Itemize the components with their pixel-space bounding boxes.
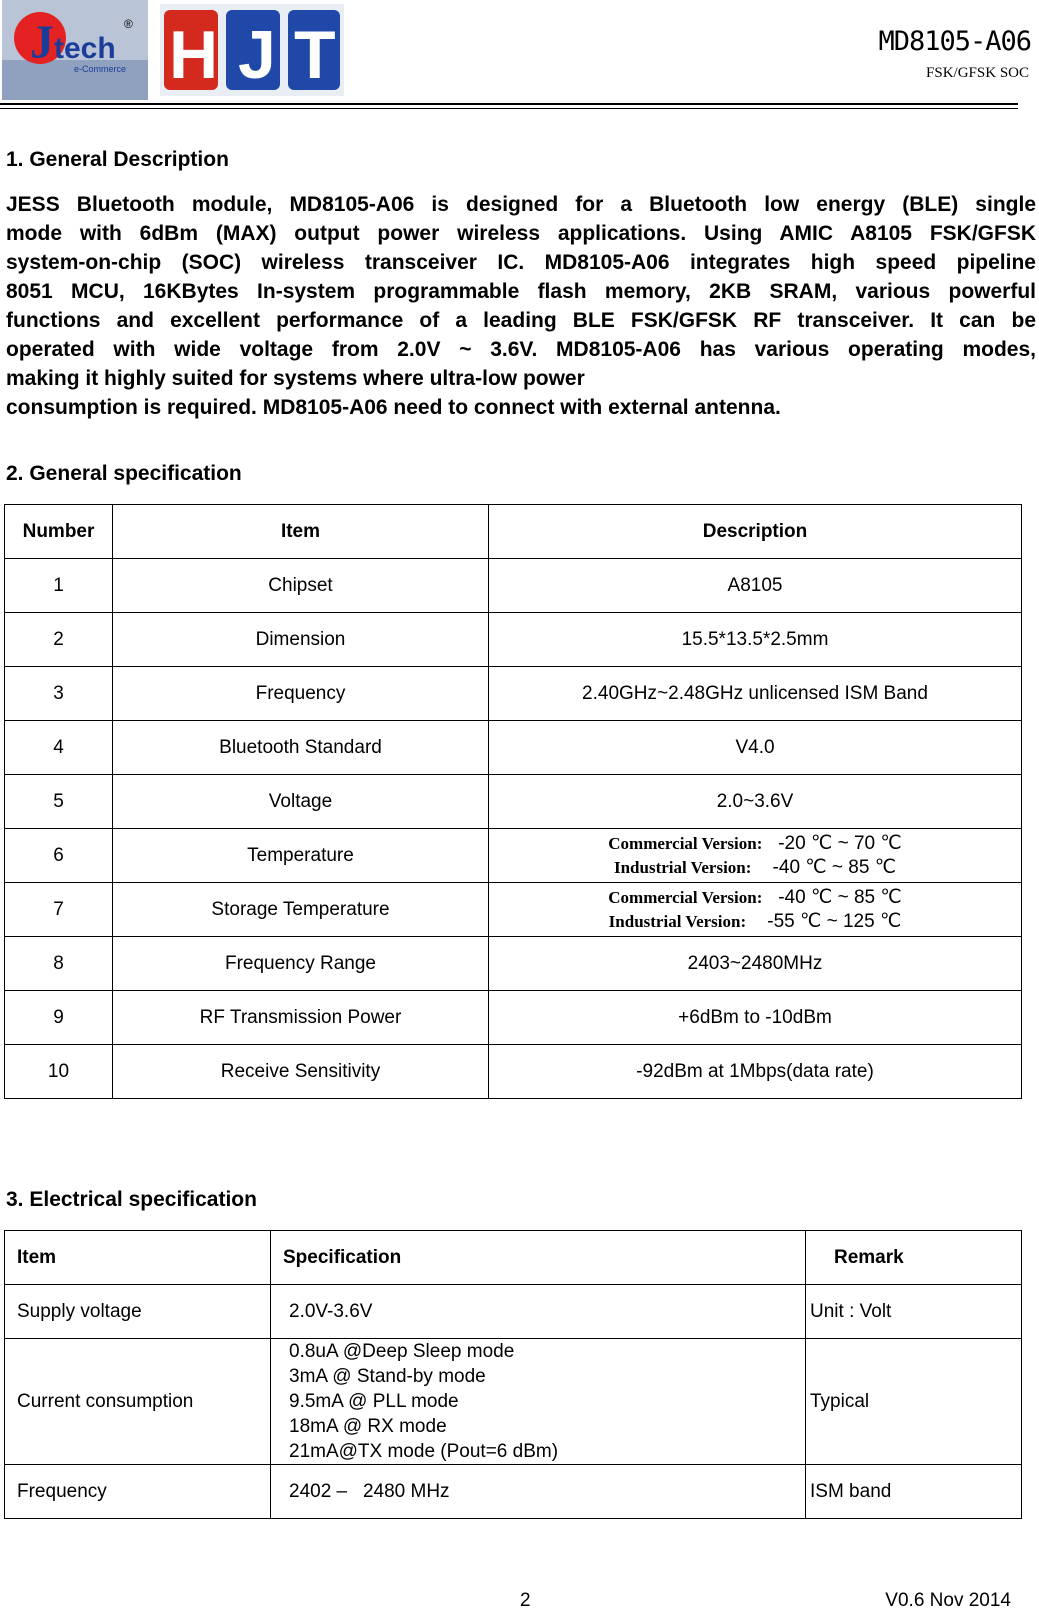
- description-line: mode with 6dBm (MAX) output power wireless applications. Using AMIC A8105 FSK/GFSK: [6, 222, 1036, 245]
- row-number: 6: [5, 829, 113, 883]
- row-description: V4.0: [489, 721, 1022, 775]
- table-row: [5, 829, 1022, 883]
- industrial-version-label: Industrial Version:: [613, 857, 752, 877]
- svg-text:H: H: [169, 17, 219, 93]
- row-item: Frequency: [5, 1465, 271, 1519]
- row-item: Frequency: [113, 667, 489, 721]
- hjt-logo: [160, 4, 344, 96]
- row-item: Dimension: [113, 613, 489, 667]
- table-row: [5, 721, 1022, 775]
- page-number: 2: [520, 1590, 531, 1611]
- description-line: making it highly suited for systems where ultra-low power: [6, 367, 585, 390]
- spec-line: 18mA @ RX mode: [289, 1416, 447, 1437]
- row-remark: Typical: [806, 1339, 1022, 1465]
- jtech-logo-text: tech: [54, 32, 116, 65]
- spec-line: 3mA @ Stand-by mode: [289, 1366, 486, 1387]
- row-description: [489, 883, 1022, 937]
- column-header-remark: Remark: [806, 1231, 1022, 1285]
- row-number: 10: [5, 1045, 113, 1099]
- row-specification: 2402 – 2480 MHz: [271, 1465, 806, 1519]
- table-row: [5, 1339, 1022, 1465]
- description-line: operated with wide voltage from 2.0V ~ 3.6V. MD8105-A06 has various operating modes,: [6, 338, 1036, 361]
- table-row: [5, 991, 1022, 1045]
- row-description: -92dBm at 1Mbps(data rate): [489, 1045, 1022, 1099]
- table-row: [5, 613, 1022, 667]
- row-number: 3: [5, 667, 113, 721]
- row-remark: Unit : Volt: [806, 1285, 1022, 1339]
- row-number: 4: [5, 721, 113, 775]
- table-row: [5, 1285, 1022, 1339]
- row-item: Bluetooth Standard: [113, 721, 489, 775]
- row-item: Frequency Range: [113, 937, 489, 991]
- commercial-version-value: -40 ℃ ~ 85 ℃: [778, 886, 902, 908]
- commercial-version-value: -20 ℃ ~ 70 ℃: [778, 832, 902, 854]
- row-description: 2.40GHz~2.48GHz unlicensed ISM Band: [489, 667, 1022, 721]
- header-rule: [0, 103, 1018, 105]
- section-heading-general-description: 1. General Description: [6, 148, 229, 171]
- row-description: 2403~2480MHz: [489, 937, 1022, 991]
- row-number: 5: [5, 775, 113, 829]
- table-header-row: [5, 505, 1022, 559]
- table-row: [5, 1465, 1022, 1519]
- description-line: JESS Bluetooth module, MD8105-A06 is designed for a Bluetooth low energy (BLE) single: [6, 193, 1036, 216]
- row-specification: [271, 1339, 806, 1465]
- row-description: 15.5*13.5*2.5mm: [489, 613, 1022, 667]
- header-rule-thin: [0, 108, 1018, 109]
- table-row: [5, 883, 1022, 937]
- table-row: [5, 775, 1022, 829]
- row-description: 2.0~3.6V: [489, 775, 1022, 829]
- description-line: system-on-chip (SOC) wireless transceiver IC. MD8105-A06 integrates high speed pipeline: [6, 251, 1036, 274]
- row-number: 1: [5, 559, 113, 613]
- industrial-version-label: Industrial Version:: [608, 911, 747, 931]
- jtech-logo-letter: J: [30, 16, 54, 69]
- row-number: 2: [5, 613, 113, 667]
- document-subtitle: FSK/GFSK SOC: [926, 65, 1029, 81]
- electrical-specification-table: [4, 1230, 1022, 1519]
- document-title: MD8105-A06: [878, 26, 1031, 57]
- table-header-row: [5, 1231, 1022, 1285]
- spec-line: 9.5mA @ PLL mode: [289, 1391, 459, 1412]
- svg-text:®: ®: [124, 17, 133, 31]
- general-description-paragraph: [6, 190, 1036, 422]
- row-item: Temperature: [113, 829, 489, 883]
- row-item: Receive Sensitivity: [113, 1045, 489, 1099]
- section-heading-electrical-specification: 3. Electrical specification: [6, 1188, 257, 1211]
- commercial-version-label: Commercial Version:: [608, 887, 763, 907]
- row-description: [489, 829, 1022, 883]
- row-specification: 2.0V-3.6V: [271, 1285, 806, 1339]
- spec-line: 21mA@TX mode (Pout=6 dBm): [289, 1441, 559, 1462]
- document-version: V0.6 Nov 2014: [885, 1590, 1011, 1611]
- column-header-description: Description: [489, 505, 1022, 559]
- column-header-specification: Specification: [271, 1231, 806, 1285]
- jtech-logo-sub: e-Commerce: [74, 64, 127, 74]
- general-specification-table: [4, 504, 1022, 1099]
- jtech-logo: [2, 0, 148, 100]
- row-item: Current consumption: [5, 1339, 271, 1465]
- row-number: 8: [5, 937, 113, 991]
- section-heading-general-specification: 2. General specification: [6, 462, 242, 485]
- column-header-item: Item: [5, 1231, 271, 1285]
- description-line: consumption is required. MD8105-A06 need to connect with external antenna.: [6, 396, 781, 419]
- column-header-number: Number: [5, 505, 113, 559]
- row-description: +6dBm to -10dBm: [489, 991, 1022, 1045]
- commercial-version-label: Commercial Version:: [608, 833, 763, 853]
- row-item: Voltage: [113, 775, 489, 829]
- svg-text:J: J: [238, 17, 276, 93]
- column-header-item: Item: [113, 505, 489, 559]
- spec-line: 0.8uA @Deep Sleep mode: [289, 1341, 515, 1362]
- row-item: Storage Temperature: [113, 883, 489, 937]
- row-item: Chipset: [113, 559, 489, 613]
- description-line: functions and excellent performance of a leading BLE FSK/GFSK RF transceiver. It can be: [6, 309, 1036, 332]
- row-item: RF Transmission Power: [113, 991, 489, 1045]
- row-number: 7: [5, 883, 113, 937]
- table-row: [5, 1045, 1022, 1099]
- row-number: 9: [5, 991, 113, 1045]
- row-description: A8105: [489, 559, 1022, 613]
- industrial-version-value: -40 ℃ ~ 85 ℃: [772, 856, 897, 878]
- table-row: [5, 559, 1022, 613]
- row-item: Supply voltage: [5, 1285, 271, 1339]
- industrial-version-value: -55 ℃ ~ 125 ℃: [767, 910, 902, 932]
- table-row: [5, 937, 1022, 991]
- svg-text:T: T: [294, 17, 336, 93]
- row-remark: ISM band: [806, 1465, 1022, 1519]
- table-row: [5, 667, 1022, 721]
- description-line: 8051 MCU, 16KBytes In-system programmable flash memory, 2KB SRAM, various powerful: [6, 280, 1036, 303]
